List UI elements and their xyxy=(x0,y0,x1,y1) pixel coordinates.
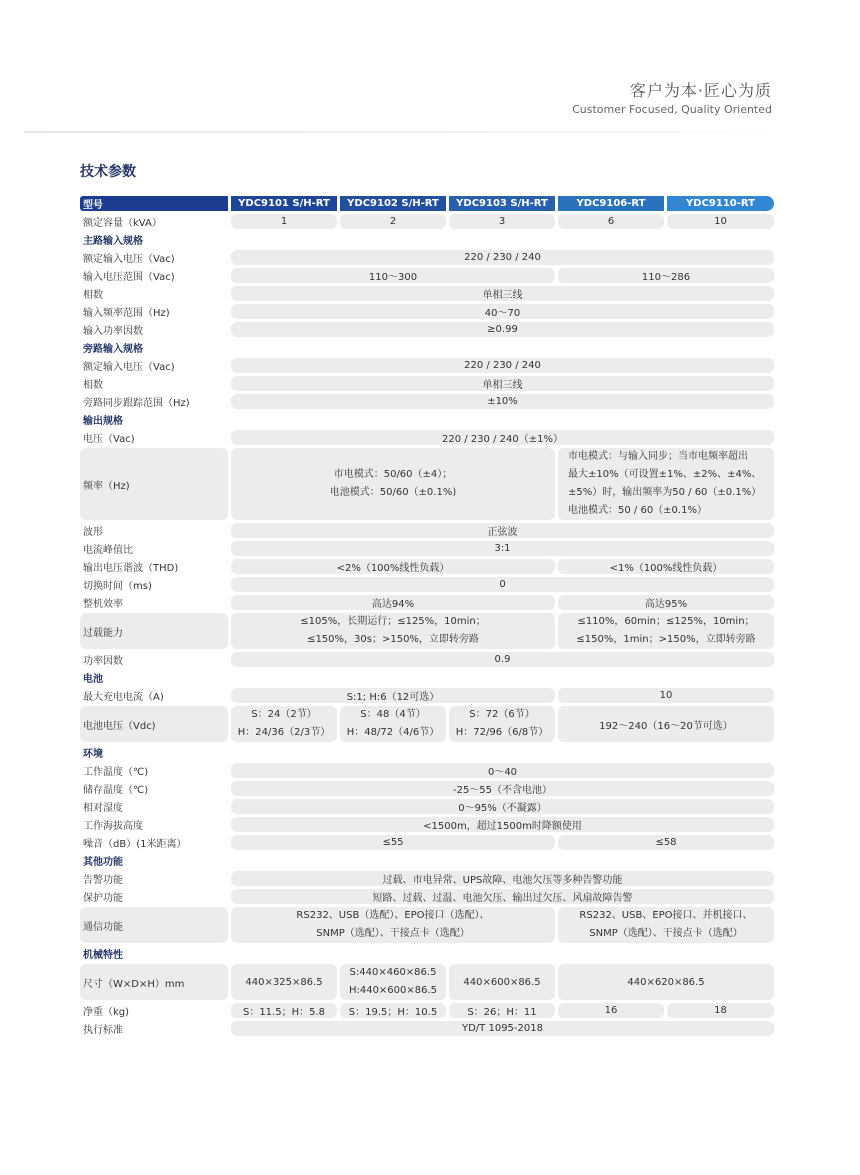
row-bypass-phase xyxy=(80,376,774,391)
value-cell: <1%（100%线性负载） xyxy=(558,559,774,574)
text-line: RS232、USB、EPO接口、并机接口、 xyxy=(579,910,753,921)
value-cell: 440×620×86.5 xyxy=(558,964,774,1000)
model-ydc9106: YDC9106-RT xyxy=(558,196,664,211)
value-cell: 1 xyxy=(231,214,337,229)
value-cell: 0～40 xyxy=(231,763,774,778)
text-line: ≤105%，长期运行；≤125%，10min； xyxy=(300,616,486,627)
text-line: 市电模式：50/60（±4）； xyxy=(333,469,453,480)
text-line: H：72/96（6/8节） xyxy=(455,727,549,738)
section-heading: 旁路输入规格 xyxy=(83,344,143,355)
row-label: 相数 xyxy=(83,290,103,301)
value-cell xyxy=(340,964,446,1000)
row-label: 最大充电电流（A) xyxy=(83,692,164,703)
row-label: 输入频率范围（Hz) xyxy=(83,308,170,319)
value-cell xyxy=(231,448,555,520)
model-ydc9102: YDC9102 S/H-RT xyxy=(340,196,446,211)
value-cell: 高达94% xyxy=(231,595,555,610)
value-cell: 0.9 xyxy=(231,652,774,667)
section-mechanical xyxy=(80,946,774,961)
row-storage-temp xyxy=(80,781,774,796)
value-cell xyxy=(231,706,337,742)
text-line: 市电模式：与输入同步；当市电频率超出 xyxy=(568,451,748,462)
row-alarm xyxy=(80,871,774,886)
value-cell xyxy=(449,706,555,742)
value-cell xyxy=(558,448,774,520)
row-operating-temp xyxy=(80,763,774,778)
row-crest-factor xyxy=(80,541,774,556)
text-line: S：24（2节） xyxy=(251,709,317,720)
row-label: 输出电压谐波（THD) xyxy=(83,563,179,574)
row-label: 工作温度（℃) xyxy=(83,767,149,778)
row-bypass-rated-voltage xyxy=(80,358,774,373)
value-cell: ≤55 xyxy=(231,835,555,850)
text-line: H：48/72（4/6节） xyxy=(346,727,440,738)
row-label: 输入电压范围（Vac) xyxy=(83,272,175,283)
value-cell xyxy=(231,907,555,943)
value-cell: 过载、市电异常、UPS故障、电池欠压等多种告警功能 xyxy=(231,871,774,886)
row-noise xyxy=(80,835,774,850)
value-cell: 110～286 xyxy=(558,268,774,283)
value-cell: 正弦波 xyxy=(231,523,774,538)
value-cell: 高达95% xyxy=(558,595,774,610)
model-header-row xyxy=(80,196,774,211)
text-line: ≤110%，60min；≤125%，10min； xyxy=(577,616,755,627)
value-cell: 220 / 230 / 240（±1%） xyxy=(231,430,774,445)
text-line: H：24/36（2/3节） xyxy=(237,727,331,738)
row-label: 额定输入电压（Vac) xyxy=(83,254,175,265)
row-label: 波形 xyxy=(83,527,103,538)
value-cell: S：19.5；H：10.5 xyxy=(340,1003,446,1018)
value-cell: 0～95%（不凝露） xyxy=(231,799,774,814)
text-line: S:440×460×86.5 xyxy=(349,967,437,978)
spec-table xyxy=(77,193,777,1039)
tagline-english: Customer Focused, Quality Oriented xyxy=(572,103,772,116)
value-cell: 16 xyxy=(558,1003,664,1018)
row-overload xyxy=(80,613,774,649)
header-divider xyxy=(24,131,794,133)
model-ydc9110: YDC9110-RT xyxy=(667,196,774,211)
text-line: 电池模式：50/60（±0.1%) xyxy=(329,487,457,498)
row-protection xyxy=(80,889,774,904)
value-cell: 单相三线 xyxy=(231,286,774,301)
row-bypass-sync-range xyxy=(80,394,774,409)
value-cell xyxy=(558,907,774,943)
text-line: ±5%）时，输出频率为50 / 60（±0.1%） xyxy=(568,487,762,498)
value-cell xyxy=(340,706,446,742)
value-cell: <1500m，超过1500m时降额使用 xyxy=(231,817,774,832)
section-heading: 机械特性 xyxy=(83,950,123,961)
model-ydc9103: YDC9103 S/H-RT xyxy=(449,196,555,211)
value-cell: 2 xyxy=(340,214,446,229)
row-label: 功率因数 xyxy=(83,656,123,667)
text-line: S：48（4节） xyxy=(360,709,426,720)
model-label: 型号 xyxy=(80,196,228,211)
value-cell: 单相三线 xyxy=(231,376,774,391)
value-cell: YD/T 1095-2018 xyxy=(231,1021,774,1036)
row-label: 执行标准 xyxy=(83,1025,123,1036)
value-cell: 3 xyxy=(449,214,555,229)
row-label: 尺寸（W×D×H）mm xyxy=(80,964,228,1000)
value-cell: <2%（100%线性负载） xyxy=(231,559,555,574)
row-label: 相对湿度 xyxy=(83,803,123,814)
value-cell xyxy=(231,613,555,649)
row-standard xyxy=(80,1021,774,1036)
section-heading: 输出规格 xyxy=(83,416,123,427)
value-cell: 440×600×86.5 xyxy=(449,964,555,1000)
row-label: 工作海拔高度 xyxy=(83,821,143,832)
row-label: 储存温度（℃) xyxy=(83,785,149,796)
value-cell xyxy=(558,613,774,649)
section-main-input xyxy=(80,232,774,247)
section-environment xyxy=(80,745,774,760)
value-cell: ≤58 xyxy=(558,835,774,850)
value-cell: 192～240（16～20节可选） xyxy=(558,706,774,742)
model-ydc9101: YDC9101 S/H-RT xyxy=(231,196,337,211)
row-label: 电池电压（Vdc) xyxy=(80,706,228,742)
text-line: 电池模式：50 / 60（±0.1%） xyxy=(568,505,707,516)
row-humidity xyxy=(80,799,774,814)
value-cell: 18 xyxy=(667,1003,774,1018)
row-label: 频率（Hz) xyxy=(80,448,228,520)
value-cell: 10 xyxy=(558,688,774,703)
value-cell: ±10% xyxy=(231,394,774,409)
value-cell: 6 xyxy=(558,214,664,229)
row-communication xyxy=(80,907,774,943)
value-cell: 440×325×86.5 xyxy=(231,964,337,1000)
text-line: RS232、USB（选配）、EPO接口（选配）、 xyxy=(296,910,490,921)
row-efficiency xyxy=(80,595,774,610)
row-label: 旁路同步跟踪范围（Hz) xyxy=(83,398,190,409)
section-other xyxy=(80,853,774,868)
value-cell: S：26；H：11 xyxy=(449,1003,555,1018)
row-label: 电压（Vac) xyxy=(83,434,135,445)
row-label: 相数 xyxy=(83,380,103,391)
row-label: 通信功能 xyxy=(80,907,228,943)
value-cell: 40～70 xyxy=(231,304,774,319)
row-main-freq-range xyxy=(80,304,774,319)
text-line: 最大±10%（可设置±1%、±2%、±4%、 xyxy=(568,469,762,480)
section-heading: 其他功能 xyxy=(83,857,123,868)
section-heading: 电池 xyxy=(83,674,103,685)
row-main-voltage-range xyxy=(80,268,774,283)
section-heading: 主路输入规格 xyxy=(83,236,143,247)
text-line: ≤150%，1min；>150%，立即转旁路 xyxy=(576,634,756,645)
row-thd xyxy=(80,559,774,574)
row-label: 过载能力 xyxy=(80,613,228,649)
row-label: 额定输入电压（Vac) xyxy=(83,362,175,373)
section-output xyxy=(80,412,774,427)
text-line: S：72（6节） xyxy=(469,709,535,720)
row-label: 噪音（dB）(1米距离） xyxy=(83,839,187,850)
row-label: 电流峰值比 xyxy=(83,545,133,556)
row-output-frequency xyxy=(80,448,774,520)
value-cell: 短路、过载、过温、电池欠压、输出过欠压、风扇故障告警 xyxy=(231,889,774,904)
value-cell: -25～55（不含电池） xyxy=(231,781,774,796)
row-waveform xyxy=(80,523,774,538)
value-cell: 110～300 xyxy=(231,268,555,283)
row-net-weight xyxy=(80,1003,774,1018)
value-cell: 220 / 230 / 240 xyxy=(231,358,774,373)
row-battery-voltage xyxy=(80,706,774,742)
value-cell: 10 xyxy=(667,214,774,229)
value-cell: 0 xyxy=(231,577,774,592)
text-line: H:440×600×86.5 xyxy=(348,985,438,996)
section-battery xyxy=(80,670,774,685)
row-main-rated-voltage xyxy=(80,250,774,265)
value-cell: S：11.5；H：5.8 xyxy=(231,1003,337,1018)
row-label: 切换时间（ms) xyxy=(83,581,152,592)
value-cell: S:1; H:6（12可选） xyxy=(231,688,555,703)
text-line: SNMP（选配）、干接点卡（选配） xyxy=(316,928,470,939)
text-line: SNMP（选配）、干接点卡（选配） xyxy=(589,928,743,939)
row-max-charge-current xyxy=(80,688,774,703)
row-label: 保护功能 xyxy=(83,893,123,904)
row-output-power-factor xyxy=(80,652,774,667)
value-cell: ≥0.99 xyxy=(231,322,774,337)
row-main-power-factor xyxy=(80,322,774,337)
value-cell: 3:1 xyxy=(231,541,774,556)
row-label: 净重（kg) xyxy=(83,1007,130,1018)
row-rated-capacity xyxy=(80,214,774,229)
section-heading: 环境 xyxy=(83,749,103,760)
row-altitude xyxy=(80,817,774,832)
row-label: 输入功率因数 xyxy=(83,326,143,337)
section-title: 技术参数 xyxy=(80,164,136,180)
row-label: 整机效率 xyxy=(83,599,123,610)
text-line: ≤150%，30s；>150%，立即转旁路 xyxy=(307,634,479,645)
row-transfer-time xyxy=(80,577,774,592)
value-cell: 220 / 230 / 240 xyxy=(231,250,774,265)
row-main-phase xyxy=(80,286,774,301)
section-bypass-input xyxy=(80,340,774,355)
row-label: 告警功能 xyxy=(83,875,123,886)
row-label: 额定容量（kVA） xyxy=(83,218,162,229)
row-dimensions xyxy=(80,964,774,1000)
tagline-chinese: 客户为本·匠心为质 xyxy=(629,81,772,100)
row-output-voltage xyxy=(80,430,774,445)
